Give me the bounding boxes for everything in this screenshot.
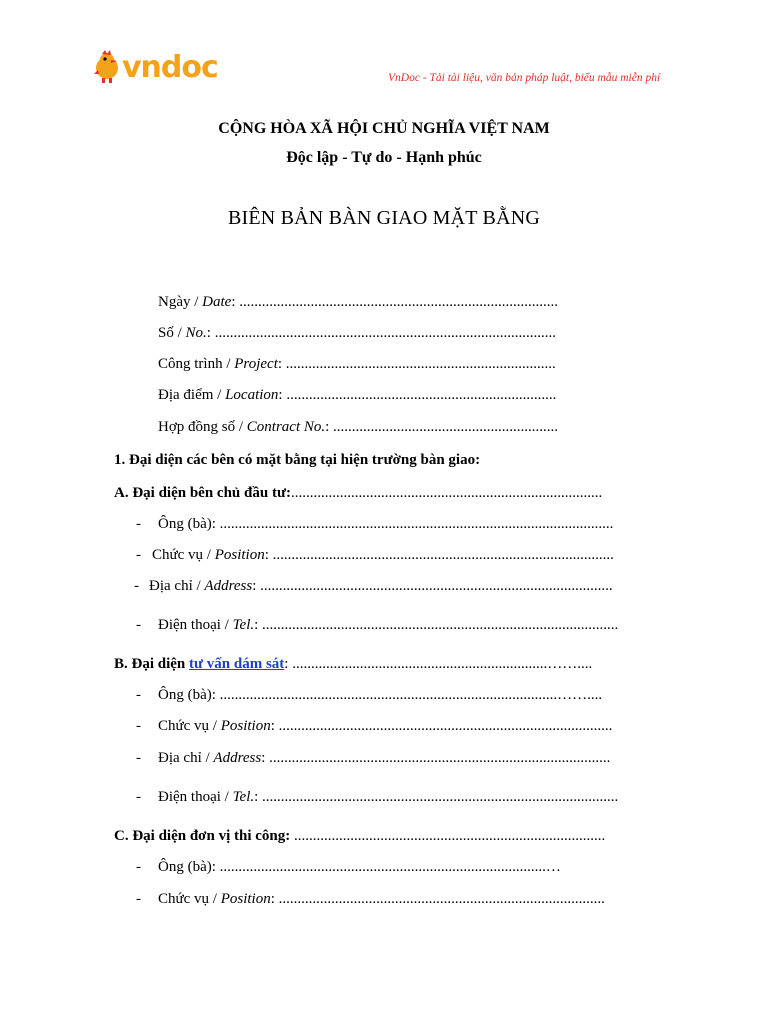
section-b-chucvu-dots: : ......................................................................................... — [270, 718, 613, 734]
section-c-ong — [136, 858, 561, 876]
field-contract-dots: : ............................................................ — [325, 419, 559, 435]
section-b-diachi-dots: : ........................................................................................... — [261, 750, 611, 766]
section-c-dots: ................................................................................... — [290, 828, 606, 844]
section-b-chucvu-en: Position — [220, 718, 271, 734]
section-b-diachi-en: Address — [213, 750, 262, 766]
field-contract-en: Contract No. — [246, 419, 326, 435]
field-no-dots: : ........................................................................................... — [206, 325, 556, 341]
section-c-chucvu — [136, 890, 605, 908]
field-date-label: Ngày / — [158, 294, 203, 310]
field-location-en: Location — [225, 387, 279, 403]
bullet-dash: - — [136, 617, 141, 633]
field-location-label: Địa điểm / — [158, 387, 226, 403]
section-b-dienthoai-en: Tel. — [232, 789, 255, 805]
section-b-title: B. Đại diện — [114, 656, 190, 672]
section-a-dienthoai-dots: : ............................................................................................... — [254, 617, 619, 633]
field-project-en: Project — [234, 356, 278, 372]
site-tagline: VnDoc - Tải tài liệu, văn bản pháp luật, biểu mẫu miễn phí — [388, 72, 661, 84]
section-a-dots: ................................................................................... — [290, 485, 603, 501]
section-b-chucvu — [136, 717, 612, 735]
field-project-label: Công trình / — [158, 356, 235, 372]
bullet-dash: - — [136, 789, 141, 805]
bullet-dash: - — [136, 687, 141, 703]
bullet-dash: - — [136, 750, 141, 766]
field-location-dots: : ........................................................................ — [278, 387, 557, 403]
section-a-chucvu-en: Position — [214, 547, 265, 563]
field-no-en: No. — [185, 325, 207, 341]
section-b-ong-text: Ông (bà): ..........................................................................................…….... — [158, 687, 603, 703]
field-date — [158, 293, 558, 311]
section-b-ong — [136, 686, 602, 704]
section-c-title: C. Đại diện đơn vị thi công: — [114, 828, 291, 844]
vndoc-logo[interactable] — [92, 48, 232, 88]
section-b-dienthoai — [136, 788, 618, 806]
section-c-ong-text: Ông (bà): .......................................................................................… — [158, 859, 561, 875]
section-b-link[interactable]: tư vấn dám sát — [189, 656, 285, 672]
section-c-heading — [114, 827, 605, 845]
section-c-chucvu-dots: : ....................................................................................... — [270, 891, 605, 907]
section-b-diachi — [136, 749, 610, 767]
section-a-ong-text: Ông (bà): ......................................................................................................... — [158, 516, 614, 532]
field-contract-label: Hợp đồng số / — [158, 419, 247, 435]
section-a-chucvu-dots: : ........................................................................................... — [264, 547, 614, 563]
section-a-dienthoai — [136, 616, 618, 634]
field-contract — [158, 418, 558, 436]
bullet-dash: - — [136, 718, 141, 734]
bullet-dash: - — [136, 547, 141, 563]
section-a-chucvu-label: Chức vụ / — [152, 547, 215, 563]
section-a-dienthoai-en: Tel. — [232, 617, 255, 633]
section-a-heading — [114, 484, 602, 502]
section-1-heading: 1. Đại diện các bên có mặt bằng tại hiện trường bàn giao: — [114, 452, 481, 468]
section-b-dienthoai-label: Điện thoại / — [158, 789, 233, 805]
section-a-ong — [136, 515, 613, 533]
section-a-title: A. Đại diện bên chủ đầu tư: — [114, 485, 291, 501]
section-c-chucvu-en: Position — [220, 891, 271, 907]
bullet-dash: - — [136, 859, 141, 875]
bullet-dash: - — [136, 516, 141, 532]
section-b-dienthoai-dots: : ............................................................................................... — [254, 789, 619, 805]
bullet-dash: - — [134, 578, 139, 594]
section-b-dots: : ....................................................................…….... — [284, 656, 593, 672]
section-a-dienthoai-label: Điện thoại / — [158, 617, 233, 633]
field-no — [158, 324, 556, 342]
section-a-diachi-dots: : .............................................................................................. — [252, 578, 613, 594]
field-project-dots: : ........................................................................ — [277, 356, 556, 372]
section-a-diachi — [134, 577, 613, 595]
section-a-chucvu — [136, 546, 614, 564]
motto-heading: Độc lập - Tự do - Hạnh phúc — [286, 149, 482, 166]
nation-heading: CỘNG HÒA XÃ HỘI CHỦ NGHĨA VIỆT NAM — [218, 120, 550, 137]
document-title: BIÊN BẢN BÀN GIAO MẶT BẰNG — [227, 207, 541, 229]
logo-wordmark: vndoc — [122, 50, 218, 85]
bullet-dash: - — [136, 891, 141, 907]
field-no-label: Số / — [158, 325, 186, 341]
field-location — [158, 386, 556, 404]
chicken-mascot-icon — [92, 50, 122, 84]
section-b-heading — [114, 655, 592, 673]
section-b-diachi-label: Địa chỉ / — [158, 750, 214, 766]
section-c-chucvu-label: Chức vụ / — [158, 891, 221, 907]
field-date-en: Date — [202, 294, 232, 310]
section-a-diachi-en: Address — [204, 578, 253, 594]
section-a-diachi-label: Địa chỉ / — [149, 578, 205, 594]
section-b-chucvu-label: Chức vụ / — [158, 718, 221, 734]
field-project — [158, 355, 556, 373]
field-date-dots: : ..................................................................................... — [231, 294, 559, 310]
